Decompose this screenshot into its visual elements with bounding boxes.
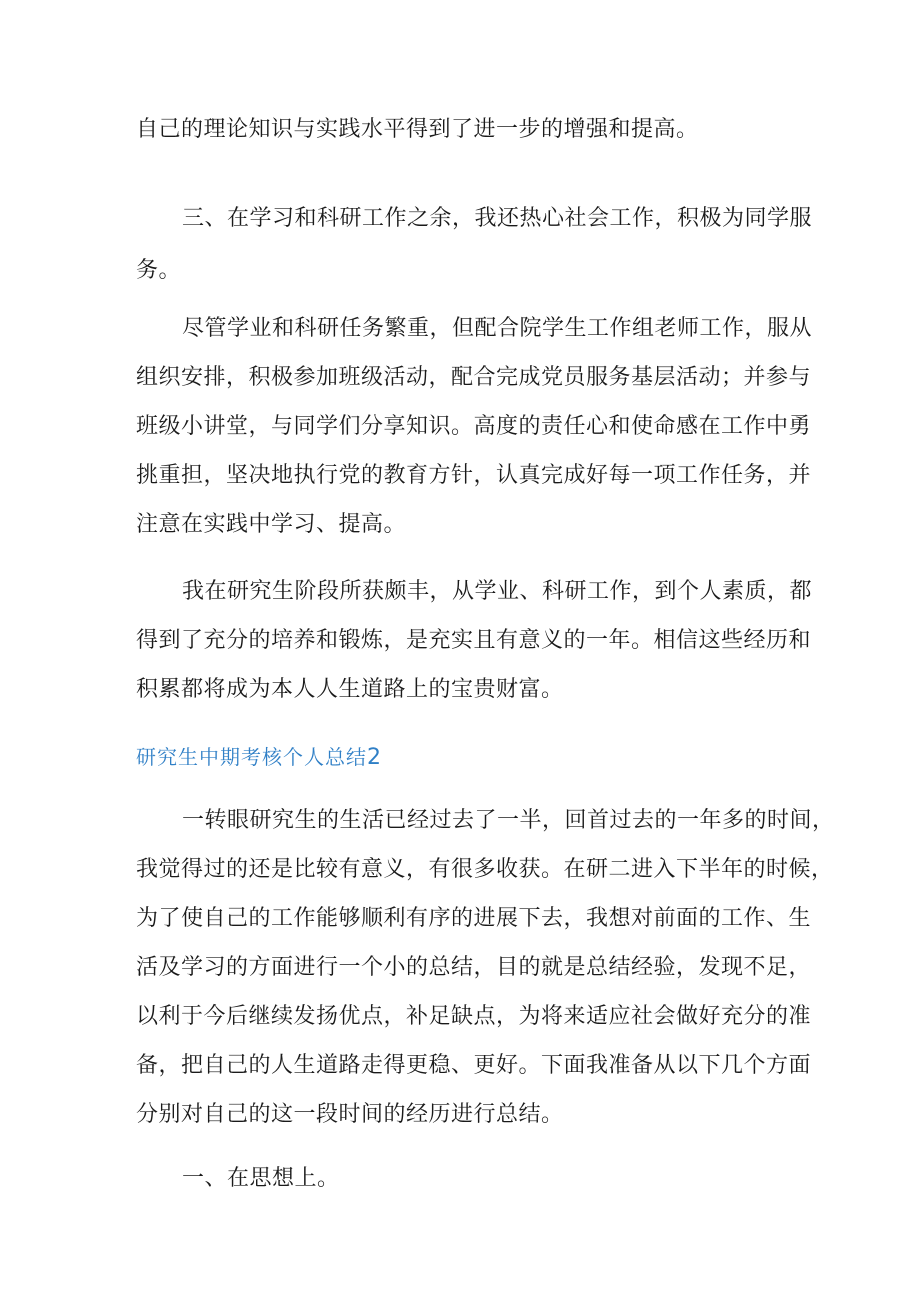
paragraph-second-line-1: 一转眼研究生的生活已经过去了一半，回首过去的一年多的时间， [182,808,835,833]
section-heading-2 [136,743,381,772]
section-heading-2-number: 2 [367,745,381,770]
paragraph-service-line-5: 注意在实践中学习、提高。 [136,512,407,537]
paragraph-service-line-4: 挑重担，坚决地执行党的教育方针，认真完成好每一项工作任务，并 [136,463,812,488]
paragraph-second-line-7: 分别对自己的这一段时间的经历进行总结。 [136,1102,564,1127]
paragraph-service-line-3: 班级小讲堂，与同学们分享知识。高度的责任心和使命感在工作中勇 [136,414,812,439]
paragraph-second-line-3: 为了使自己的工作能够顺利有序的进展下去，我想对前面的工作、生 [136,906,812,931]
section-3-heading-line-1: 三、在学习和科研工作之余，我还热心社会工作，积极为同学服 [182,206,813,231]
paragraph-service-line-2: 组织安排，积极参加班级活动，配合完成党员服务基层活动；并参与 [136,365,812,390]
section-3-heading-line-2: 务。 [136,258,182,283]
paragraph-summary-line-1: 我在研究生阶段所获颇丰，从学业、科研工作，到个人素质，都 [182,579,813,604]
section-heading-2-text: 研究生中期考核个人总结 [136,745,367,769]
paragraph-second-line-2: 我觉得过的还是比较有意义，有很多收获。在研二进入下半年的时候， [136,857,834,882]
paragraph-second-line-4: 活及学习的方面进行一个小的总结，目的就是总结经验，发现不足， [136,955,812,980]
paragraph-second-line-5: 以利于今后继续发扬优点，补足缺点，为将来适应社会做好充分的准 [136,1004,812,1029]
paragraph-second-line-6: 备，把自己的人生道路走得更稳、更好。下面我准备从以下几个方面 [136,1053,812,1078]
paragraph-intro-end: 自己的理论知识与实践水平得到了进一步的增强和提高。 [136,117,699,142]
section-1-heading: 一、在思想上。 [182,1166,340,1191]
paragraph-summary-line-3: 积累都将成为本人人生道路上的宝贵财富。 [136,677,564,702]
paragraph-summary-line-2: 得到了充分的培养和锻炼，是充实且有意义的一年。相信这些经历和 [136,628,812,653]
paragraph-service-line-1: 尽管学业和科研任务繁重，但配合院学生工作组老师工作，服从 [182,316,813,341]
